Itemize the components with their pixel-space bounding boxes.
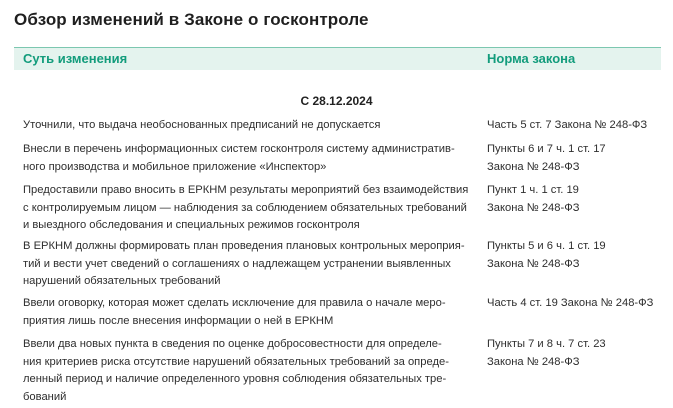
change-description bbox=[23, 117, 478, 135]
description-line: Ввели оговорку, которая может сделать исключение для правила о начале меро- bbox=[23, 297, 446, 309]
change-description bbox=[23, 141, 478, 176]
description-line: нарушений обязательных требований bbox=[23, 275, 221, 287]
norm-line: Закона № 248-ФЗ bbox=[487, 355, 580, 368]
description-line: Уточнили, что выдача необоснованных предписаний не допускается bbox=[23, 119, 381, 131]
change-description bbox=[23, 336, 478, 406]
description-line: с контролируемым лицом — наблюдения за соблюдением обязательных требований bbox=[23, 201, 467, 214]
description-line: Предоставили право вносить в ЕРКНМ результаты мероприятий без взаимодействия bbox=[23, 184, 469, 196]
norm-line: Закона № 248-ФЗ bbox=[487, 257, 580, 270]
description-line: В ЕРКНМ должны формировать план проведения плановых контрольных мероприя- bbox=[23, 240, 465, 252]
norm-line: Часть 4 ст. 19 Закона № 248-ФЗ bbox=[487, 297, 654, 309]
norm-line: Закона № 248-ФЗ bbox=[487, 160, 580, 173]
description-line: и выездного обследования и специальных режимов госконтроля bbox=[23, 219, 360, 231]
norm-line: Пункты 6 и 7 ч. 1 ст. 17 bbox=[487, 143, 606, 155]
change-description bbox=[23, 238, 478, 291]
table-header bbox=[14, 47, 661, 70]
law-norm bbox=[487, 141, 667, 176]
norm-line: Часть 5 ст. 7 Закона № 248-ФЗ bbox=[487, 119, 648, 131]
description-line: ного производства и мобильное приложение «Инспектор» bbox=[23, 160, 327, 173]
law-norm bbox=[487, 295, 667, 313]
description-line: ленный период и наличие определенного уровня соблюдения обязательных тре- bbox=[23, 373, 447, 385]
law-norm bbox=[487, 238, 667, 273]
law-norm bbox=[487, 182, 667, 217]
description-line: бований bbox=[23, 390, 67, 403]
column-header-change: Суть изменения bbox=[23, 51, 128, 66]
section-date-label: С 28.12.2024 bbox=[300, 94, 373, 108]
column-header-norm: Норма закона bbox=[487, 51, 576, 66]
page-title: Обзор изменений в Законе о госконтроле bbox=[14, 10, 369, 29]
description-line: Ввели два новых пункта в сведения по оценке добросовестности для определе- bbox=[23, 338, 442, 350]
description-line: приятия лишь после внесения информации о ней в ЕРКНМ bbox=[23, 314, 334, 327]
norm-line: Пункт 1 ч. 1 ст. 19 bbox=[487, 184, 579, 196]
description-line: ния критериев риска отсутствие нарушений обязательных требований за опреде- bbox=[23, 355, 449, 368]
change-description bbox=[23, 295, 478, 330]
law-norm bbox=[487, 336, 667, 371]
norm-line: Закона № 248-ФЗ bbox=[487, 201, 580, 214]
law-norm bbox=[487, 117, 667, 135]
description-line: тий и вести учет сведений о соглашениях о надлежащем устранении выявленных bbox=[23, 257, 451, 270]
description-line: Внесли в перечень информационных систем госконтроля систему административ- bbox=[23, 143, 455, 155]
norm-line: Пункты 7 и 8 ч. 7 ст. 23 bbox=[487, 338, 606, 350]
change-description bbox=[23, 182, 478, 235]
norm-line: Пункты 5 и 6 ч. 1 ст. 19 bbox=[487, 240, 606, 252]
